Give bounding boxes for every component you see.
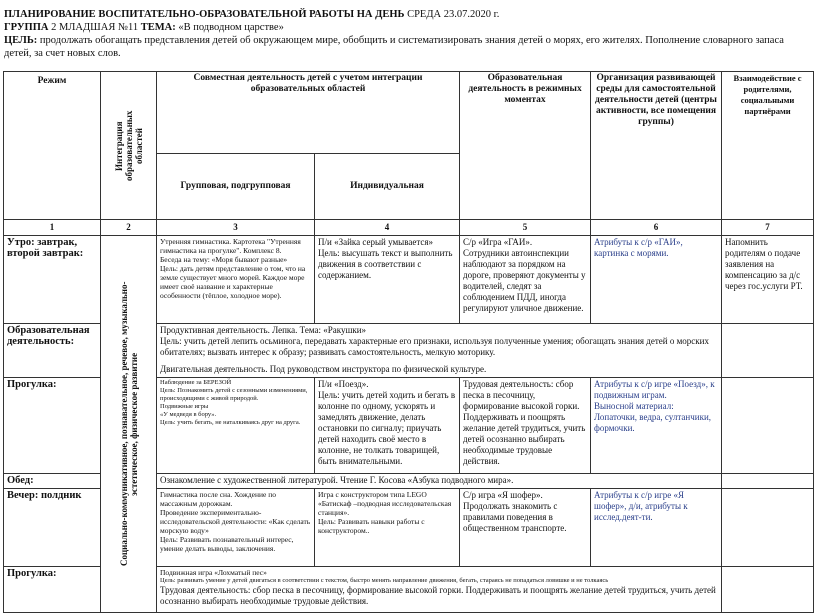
morning-individual: П/и «Зайка серый умывается» Цель: высушать текст и выполнить движения в соответствии с содержанием. bbox=[315, 236, 460, 324]
group-value: 2 МЛАДШАЯ №11 bbox=[51, 22, 139, 33]
regime-education: Образовательная деятельность: bbox=[4, 324, 101, 378]
header-row bbox=[4, 72, 814, 154]
regime-lunch: Обед: bbox=[4, 474, 101, 489]
evening-parents bbox=[722, 489, 814, 567]
title-line bbox=[4, 8, 814, 21]
integration-areas: Социально-коммуникативное, познавательное, речевое, музыкально-эстетическое, физическое развитие bbox=[118, 281, 139, 567]
evening-group: Гимнастика после сна. Хождение по массажным дорожкам. Проведение экспериментально-исследовательской деятельности: «Как сделать морскую воду» Цель: Развивать познавательный интерес, умение делать выводы, заключения. bbox=[157, 489, 315, 567]
education-content bbox=[157, 324, 722, 378]
morning-group: Утренняя гимнастика. Картотека "Утренняя гимнастика на прогулке". Комплекс 8. Беседа на тему: «Моря бывают разные» Цель: дать детям представление о том, что на земле существует много морей. Каждое море имеет своё название и характерные особенности (тёплое, холодное море). bbox=[157, 236, 315, 324]
walk-group: Наблюдение за БЕРЕЗОЙ Цель: Познакомить детей с сезонными изменениями, происходящими с живой природой. Подвижные игры «У медведя в бору». Цель: учить бегать, не наталкиваясь друг на друга. bbox=[157, 378, 315, 474]
education-line2: Цель: учить детей лепить осьминога, передавать характерные его признаки, используя полученные умения; обогащать знания детей о морских обитателях; вызвать интерес к образу; развивать самостоятельность, мелкую моторику. bbox=[160, 336, 709, 357]
walk2-line2: Цель: развивать умение у детей двигаться в соответствии с текстом, быстро менять направление движения, бегать, стараясь не попадаться ловишке и не толкаясь bbox=[160, 577, 609, 584]
theme-value: «В подводном царстве» bbox=[178, 22, 284, 33]
lunch-parents bbox=[722, 474, 814, 489]
walk2-content bbox=[157, 567, 722, 613]
col-group: Групповая, подгрупповая bbox=[157, 154, 315, 220]
col-environment: Организация развивающей среды для самостоятельной деятельности детей (центры активности, все помещения группы) bbox=[591, 72, 722, 220]
walk2-line1: Подвижная игра «Лохматый пес» bbox=[160, 568, 267, 577]
col-number: 7 bbox=[722, 220, 814, 236]
col-individual: Индивидуальная bbox=[315, 154, 460, 220]
col-regime: Режим bbox=[4, 72, 101, 220]
goal-line bbox=[4, 34, 814, 60]
col-number: 3 bbox=[157, 220, 315, 236]
col-moments: Образовательная деятельность в режимных моментах bbox=[460, 72, 591, 220]
lunch-content: Ознакомление с художественной литературой. Чтение Г. Косова «Азбука подводного мира». bbox=[157, 474, 722, 489]
col-integration bbox=[101, 72, 157, 220]
morning-parents: Напомнить родителям о подаче заявления на компенсацию за д/с через гос.услуги РТ. bbox=[722, 236, 814, 324]
col-number: 4 bbox=[315, 220, 460, 236]
walk2-parents bbox=[722, 567, 814, 613]
page-header bbox=[4, 8, 814, 60]
regime-walk2: Прогулка: bbox=[4, 567, 101, 613]
goal-value: продолжать обогащать представления детей об окружающем мире, обобщить и систематизировать знания детей о морях, его жителях. Пополнение словарного запаса детей, за счет новых слов. bbox=[4, 35, 784, 59]
education-line1: Продуктивная деятельность. Лепка. Тема: «Ракушки» bbox=[160, 325, 367, 335]
evening-moments: С/р игра «Я шофер». Продолжать знакомить с правилами поведения в общественном транспорте. bbox=[460, 489, 591, 567]
group-label: ГРУППА bbox=[4, 22, 49, 33]
col-integration-label: Интеграция образовательных областей bbox=[113, 110, 144, 181]
col-joint: Совместная деятельность детей с учетом интеграции образовательных областей bbox=[157, 72, 460, 154]
education-line3: Двигательная деятельность. Под руководством инструктора по физической культуре. bbox=[160, 364, 487, 374]
col-number: 1 bbox=[4, 220, 101, 236]
plan-table bbox=[3, 71, 814, 613]
regime-walk: Прогулка: bbox=[4, 378, 101, 474]
walk-parents bbox=[722, 378, 814, 474]
group-line bbox=[4, 21, 814, 34]
plan-title: ПЛАНИРОВАНИЕ ВОСПИТАТЕЛЬНО-ОБРАЗОВАТЕЛЬНОЙ РАБОТЫ НА ДЕНЬ bbox=[4, 9, 405, 20]
walk-moments: Трудовая деятельность: сбор песка в песочницу, формирование высокой горки. Поддерживать и поощрять желание детей трудиться, учить детей осознанно выбирать необходимые трудовые действия. bbox=[460, 378, 591, 474]
number-row bbox=[4, 220, 814, 236]
integration-areas-cell bbox=[101, 236, 157, 613]
row-morning bbox=[4, 236, 814, 324]
plan-day: СРЕДА 23.07.2020 г. bbox=[407, 9, 500, 20]
col-parents: Взаимодействие с родителями, социальными партнёрами bbox=[722, 72, 814, 220]
col-number: 5 bbox=[460, 220, 591, 236]
morning-environment: Атрибуты к с/р «ГАИ», картинка с морями. bbox=[591, 236, 722, 324]
col-number: 2 bbox=[101, 220, 157, 236]
walk-individual: П/и «Поезд». Цель: учить детей ходить и бегать в колонне по одному, ускорять и замедлять движение, делать остановки по сигналу; приучать детей находить своё место в колонне, не толкать товарищей, быть внимательными. bbox=[315, 378, 460, 474]
col-number: 6 bbox=[591, 220, 722, 236]
morning-moments: С/р «Игра «ГАИ». Сотрудники автоинспекции наблюдают за порядком на дороге, проверяют документы у водителей, следят за соблюдением ПДД, иногда регулируют уличное движение. bbox=[460, 236, 591, 324]
education-parents bbox=[722, 324, 814, 378]
regime-morning: Утро: завтрак, второй завтрак: bbox=[4, 236, 101, 324]
theme-label: ТЕМА: bbox=[140, 22, 176, 33]
walk2-line3: Трудовая деятельность: сбор песка в песочницу, формирование высокой горки. Поддерживать и поощрять желание детей трудиться, учить детей осознанно выбирать необходимые трудовые действия. bbox=[160, 585, 716, 606]
evening-individual: Игра с конструктором типа LEGO «Батискаф –подводная исследовательская станция». Цель: Развивать навыки работы с конструктором.. bbox=[315, 489, 460, 567]
walk-environment: Атрибуты к с/р игре «Поезд», к подвижным играм. Выносной материал: Лопаточки, ведра, султанчики, формочки. bbox=[591, 378, 722, 474]
evening-environment: Атрибуты к с/р игре «Я шофер», д/и, атрибуты к исслед.деят-ти. bbox=[591, 489, 722, 567]
regime-evening: Вечер: полдник bbox=[4, 489, 101, 567]
goal-label: ЦЕЛЬ: bbox=[4, 35, 38, 46]
